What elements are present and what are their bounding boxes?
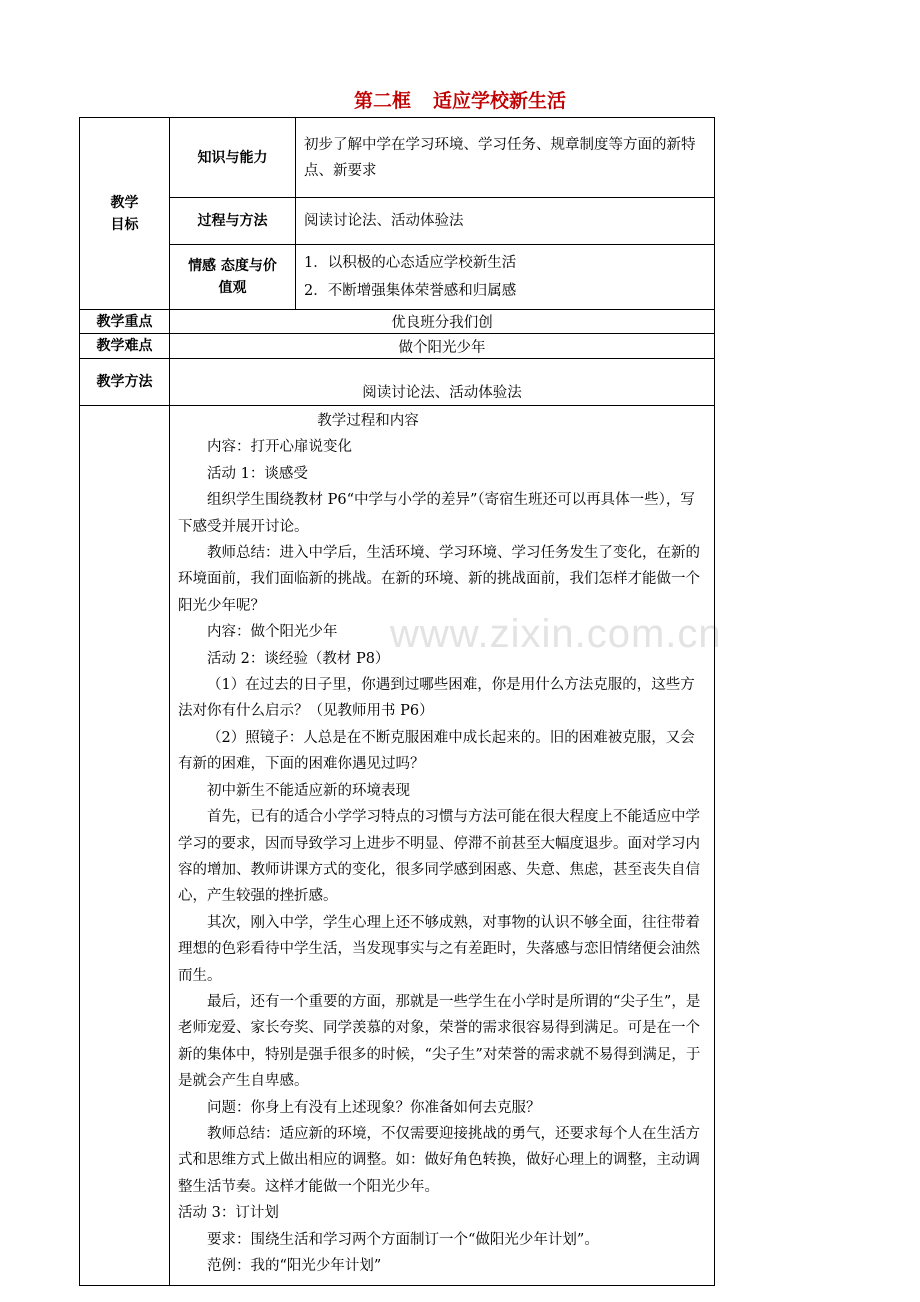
title-part-2: 适应学校新生活 bbox=[433, 90, 567, 112]
objectives-label bbox=[80, 118, 170, 310]
page-title bbox=[0, 86, 920, 113]
procedure-paragraph: 活动 3：订计划 bbox=[178, 1205, 279, 1222]
objectives-label-line1: 教学 bbox=[110, 194, 139, 211]
lesson-plan-table bbox=[79, 117, 715, 1286]
procedure-content bbox=[170, 406, 715, 1286]
procedure-paragraph: 活动 1：谈感受 bbox=[207, 465, 308, 482]
knowledge-text: 初步了解中学在学习环境、学习任务、规章制度等方面的新特点、新要求 bbox=[296, 118, 715, 198]
procedure-blank-cell bbox=[80, 406, 170, 1286]
procedure-paragraph: （1）在过去的日子里，你遇到过哪些困难，你是用什么方法克服的，这些方法对你有什么启示？（见教师用书 P6） bbox=[178, 677, 695, 720]
emotion-label-line2: 值观 bbox=[218, 280, 247, 296]
procedure-paragraph: 组织学生围绕教材 P6“中学与小学的差异”（寄宿生班还可以再具体一些），写下感受并展开讨论。 bbox=[178, 492, 695, 535]
emotion-label bbox=[170, 245, 296, 310]
process-method-label: 过程与方法 bbox=[170, 198, 296, 245]
emotion-label-line1: 情感 态度与价 bbox=[188, 258, 277, 274]
key-point-label: 教学重点 bbox=[80, 310, 170, 334]
watermark: www.zixin.com.cn bbox=[390, 612, 722, 656]
procedure-paragraph: 问题：你身上有没有上述现象？你准备如何去克服？ bbox=[207, 1099, 541, 1116]
procedure-heading: 教学过程和内容 bbox=[317, 413, 419, 429]
procedure-paragraph: 其次，刚入中学，学生心理上还不够成熟，对事物的认识不够全面，往往带着理想的色彩看待中学生活，当发现事实与之有差距时，失落感与恋旧情绪便会油然而生。 bbox=[178, 914, 700, 984]
procedure-paragraph: 要求：围绕生活和学习两个方面制订一个“做阳光少年计划”。 bbox=[207, 1231, 599, 1248]
procedure-paragraph: 最后，还有一个重要的方面，那就是一些学生在小学时是所谓的“尖子生”，是老师宠爱、家长夸奖、同学羡慕的对象，荣誉的需求很容易得到满足。可是在一个新的集体中，特别是强手很多的时候，“尖子生”对荣誉的需求就不易得到满足，于是就会产生自卑感。 bbox=[178, 993, 701, 1090]
title-part-1: 第二框 bbox=[353, 90, 411, 112]
method-value: 阅读讨论法、活动体验法 bbox=[170, 359, 715, 406]
difficulty-value: 做个阳光少年 bbox=[170, 334, 715, 359]
procedure-paragraph: 内容：打开心扉说变化 bbox=[207, 439, 352, 456]
knowledge-label: 知识与能力 bbox=[170, 118, 296, 198]
procedure-paragraph: 内容：做个阳光少年 bbox=[207, 624, 338, 641]
procedure-paragraph: （2）照镜子：人总是在不断克服困难中成长起来的。旧的困难被克服，又会有新的困难，下面的困难你遇见过吗？ bbox=[178, 729, 695, 773]
procedure-paragraph: 初中新生不能适应新的环境表现 bbox=[207, 782, 410, 799]
procedure-paragraph: 教师总结：适应新的环境，不仅需要迎接挑战的勇气，还要求每个人在生活方式和思维方式上做出相应的调整。如：做好角色转换，做好心理上的调整，主动调整生活节奏。这样才能做一个阳光少年。 bbox=[178, 1125, 700, 1195]
key-point-value: 优良班分我们创 bbox=[170, 310, 715, 334]
procedure-paragraph: 教师总结：进入中学后，生活环境、学习环境、学习任务发生了变化，在新的环境面前，我们面临新的挑战。在新的环境、新的挑战面前，我们怎样才能做一个阳光少年呢？ bbox=[178, 545, 700, 614]
procedure-paragraph: 首先，已有的适合小学学习特点的习惯与方法可能在很大程度上不能适应中学学习的要求，因而导致学习上进步不明显、停滞不前甚至大幅度退步。面对学习内容的增加、教师讲课方式的变化，很多同学感到困惑、失意、焦虑，甚至丧失自信心，产生较强的挫折感。 bbox=[178, 809, 700, 905]
difficulty-label: 教学难点 bbox=[80, 334, 170, 359]
emotion-list bbox=[296, 245, 715, 310]
emotion-item: 1．以积极的心态适应学校新生活 bbox=[304, 255, 517, 271]
method-label: 教学方法 bbox=[80, 359, 170, 406]
objectives-label-line2: 目标 bbox=[110, 216, 139, 233]
procedure-paragraph: 范例：我的“阳光少年计划” bbox=[207, 1258, 382, 1274]
procedure-paragraph: 活动 2：谈经验（教材 P8） bbox=[207, 650, 390, 667]
process-method-text: 阅读讨论法、活动体验法 bbox=[296, 198, 715, 245]
emotion-item: 2．不断增强集体荣誉感和归属感 bbox=[304, 283, 517, 299]
